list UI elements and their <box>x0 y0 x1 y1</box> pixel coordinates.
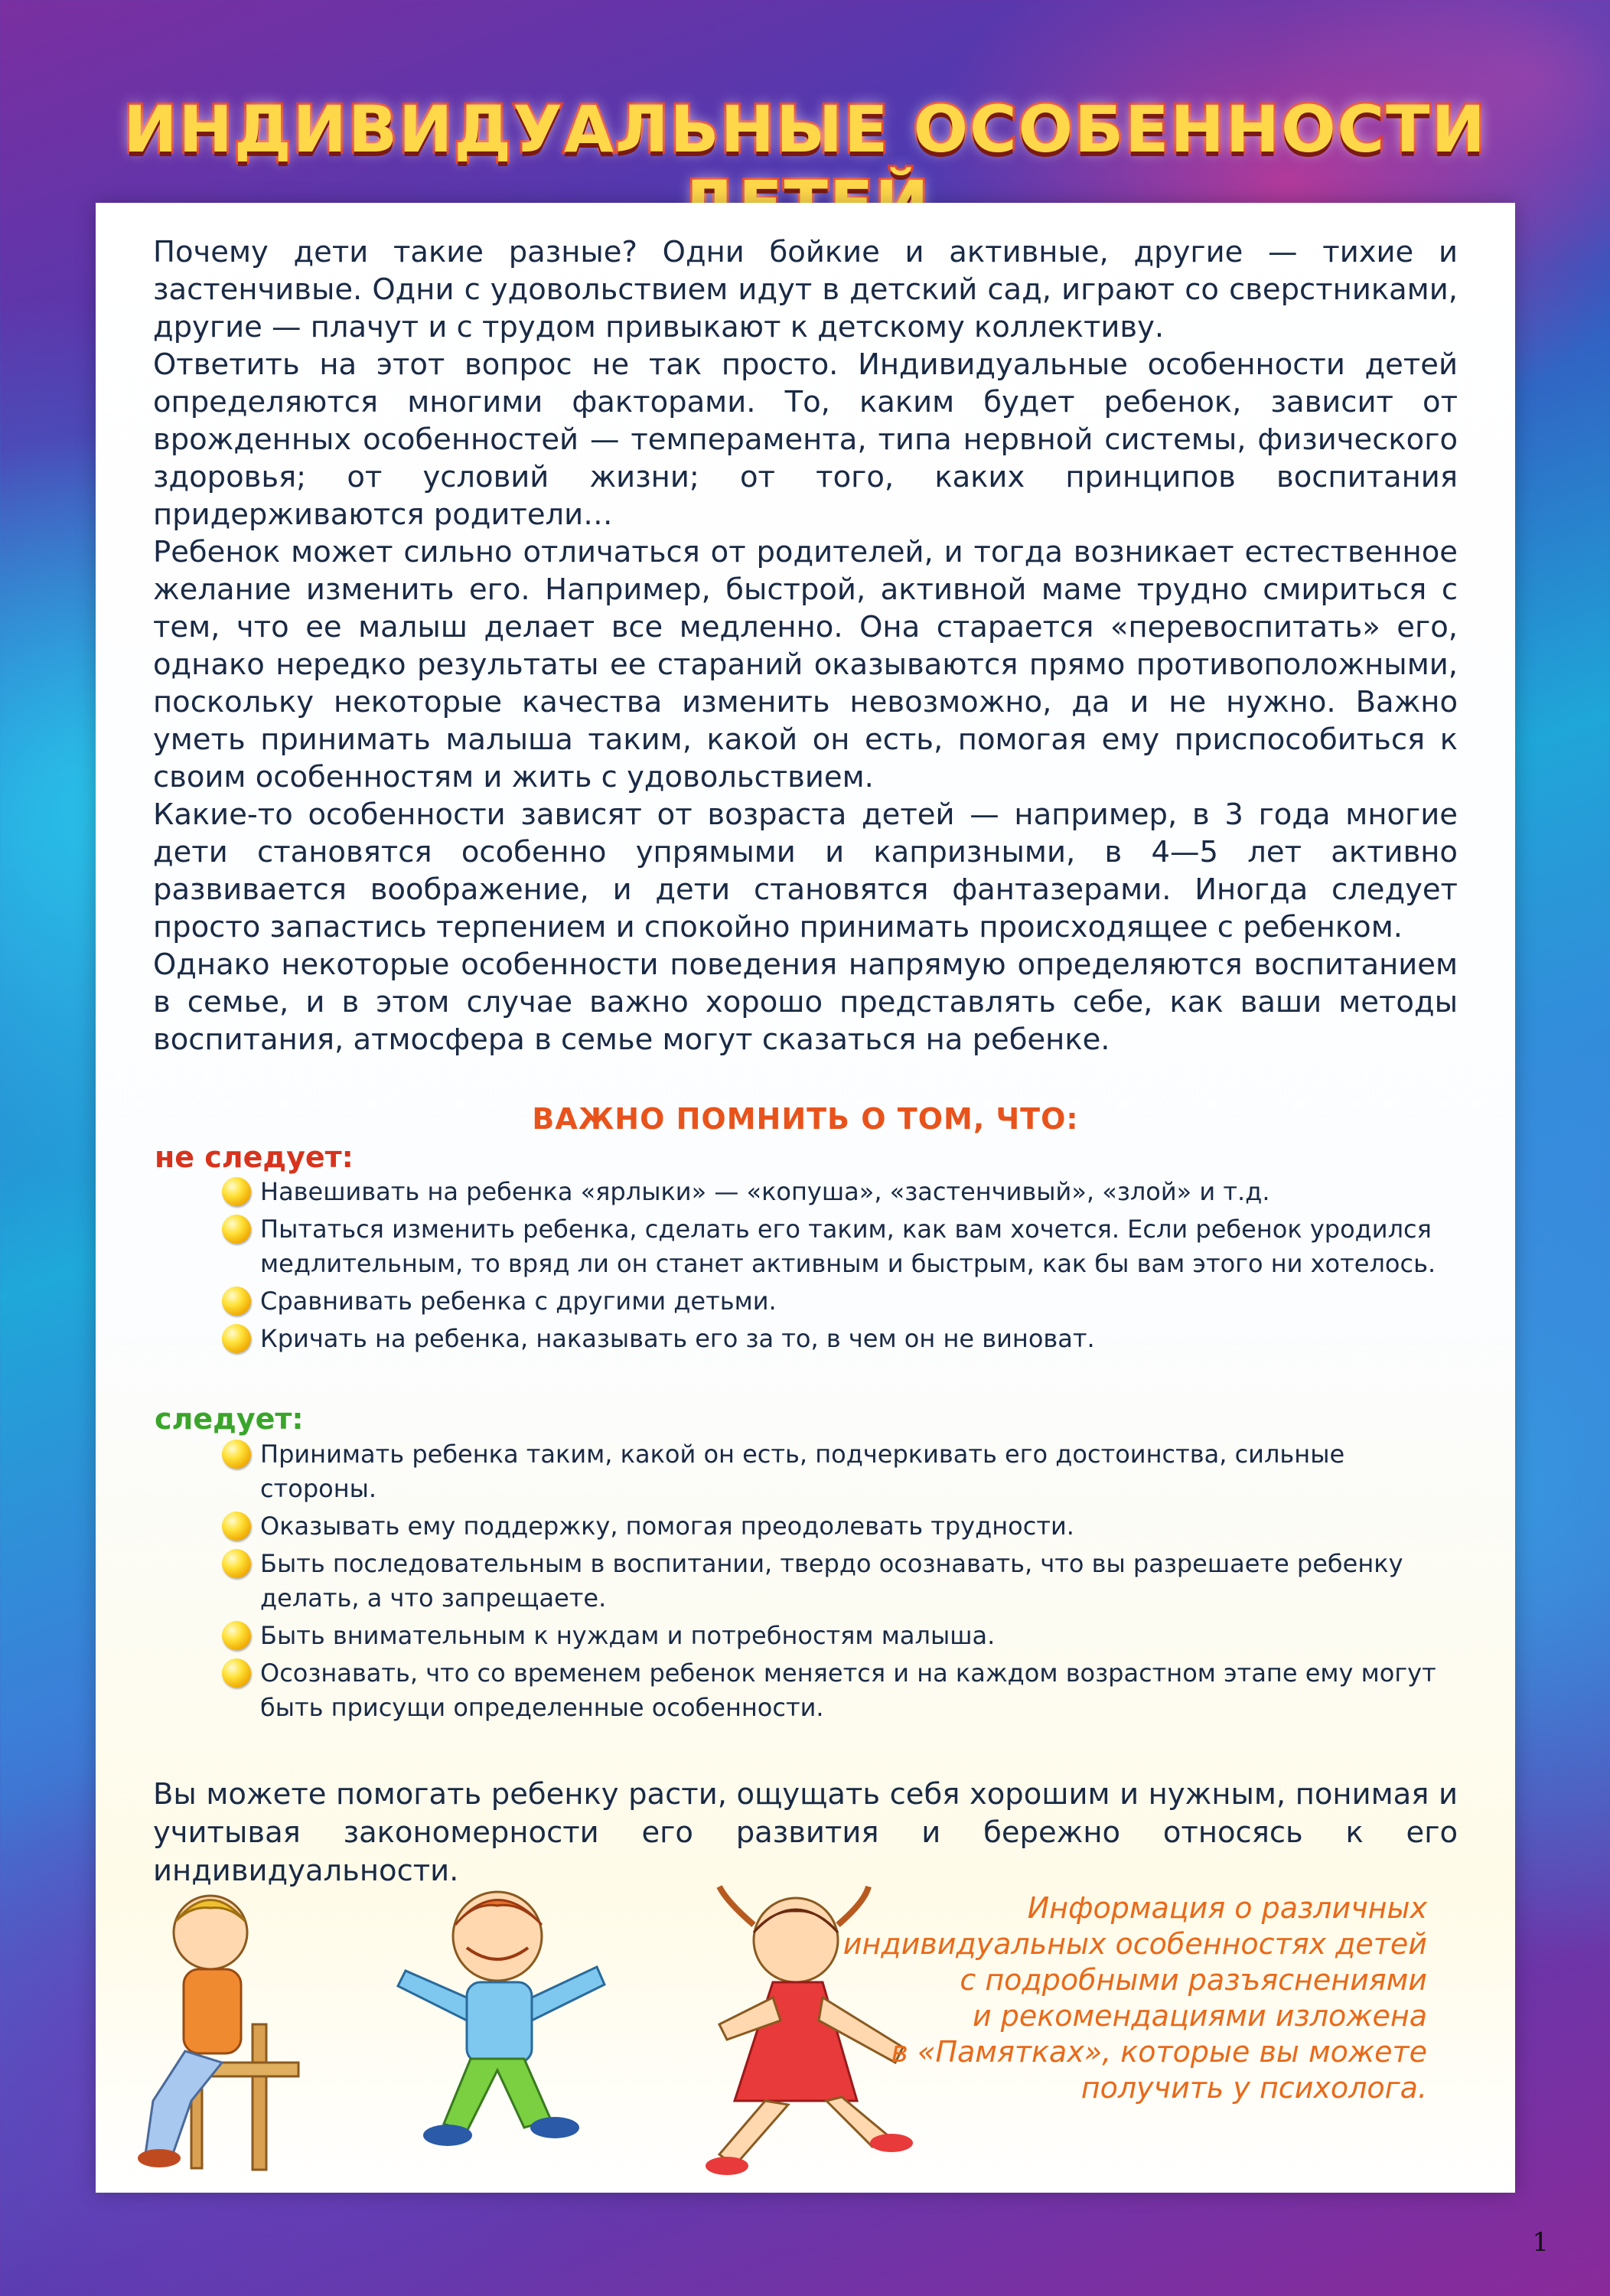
do-label: следует: <box>155 1402 304 1436</box>
info-note <box>769 1890 1427 2106</box>
yellow-ball-icon <box>222 1215 251 1244</box>
list-item-text: Осознавать, что со временем ребенок меняется и на каждом возрастном этапе ему могут быть присущи определенные особенности. <box>260 1658 1436 1722</box>
list-item <box>222 1212 1462 1281</box>
list-item <box>222 1175 1462 1209</box>
yellow-ball-icon <box>222 1621 251 1650</box>
intro-text <box>153 233 1458 1058</box>
list-item <box>222 1284 1462 1319</box>
list-item <box>222 1509 1462 1544</box>
jumping-boy-figure <box>398 1892 605 2146</box>
list-item-text: Кричать на ребенка, наказывать его за то, в чем он не виноват. <box>260 1324 1095 1353</box>
dont-label: не следует: <box>155 1140 354 1174</box>
list-item-text: Быть внимательным к нуждам и потребностям малыша. <box>260 1621 996 1650</box>
important-heading: ВАЖНО ПОМНИТЬ О ТОМ, ЧТО: <box>532 1102 1079 1136</box>
info-line: получить у психолога. <box>1080 2071 1427 2105</box>
list-item <box>222 1619 1462 1653</box>
content-panel <box>96 203 1515 2193</box>
list-item-text: Сравнивать ребенка с другими детьми. <box>260 1287 777 1316</box>
info-line: в «Памятках», которые вы можете <box>891 2035 1427 2069</box>
yellow-ball-icon <box>222 1440 251 1469</box>
yellow-ball-icon <box>222 1177 251 1206</box>
list-item-text: Пытаться изменить ребенка, сделать его таким, как вам хочется. Если ребенок уродился медлительным, то вряд ли он станет активным и быстрым, как бы вам этого ни хотелось. <box>260 1215 1436 1278</box>
list-item-text: Оказывать ему поддержку, помогая преодолевать трудности. <box>260 1512 1074 1541</box>
yellow-ball-icon <box>222 1658 251 1688</box>
page-number: 1 <box>1532 2227 1549 2258</box>
closing-text: Вы можете помогать ребенку расти, ощущать себя хорошим и нужным, понимая и учитывая закономерности его развития и бережно относясь к его индивидуальности. <box>153 1777 1458 1888</box>
list-item <box>222 1547 1462 1616</box>
info-line: и рекомендациями изложена <box>973 1999 1427 2033</box>
do-list <box>222 1437 1462 1728</box>
list-item-text: Навешивать на ребенка «ярлыки» — «копуша», «застенчивый», «злой» и т.д. <box>260 1177 1270 1206</box>
sitting-boy-figure <box>138 1896 298 2170</box>
intro-paragraph: Почему дети такие разные? Одни бойкие и активные, другие — тихие и застенчивые. Одни с удовольствием идут в детский сад, играют со сверстниками, другие — плачут и с трудом привыкают к детскому коллективу. <box>153 235 1458 344</box>
dont-list <box>222 1175 1462 1359</box>
page-title: ИНДИВИДУАЛЬНЫЕ ОСОБЕННОСТИ <box>123 92 1487 167</box>
list-item-text: Быть последовательным в воспитании, твердо осознавать, что вы разрешаете ребенку делать, а что запрещаете. <box>260 1549 1403 1613</box>
yellow-ball-icon <box>222 1287 251 1316</box>
intro-paragraph: Однако некоторые особенности поведения напрямую определяются воспитанием в семье, и в этом случае важно хорошо представлять себе, как ваши методы воспитания, атмосфера в семье могут сказаться на ребенке. <box>153 947 1458 1057</box>
intro-paragraph: Ребенок может сильно отличаться от родителей, и тогда возникает естественное желание изменить его. Например, быстрой, активной маме трудно смириться с тем, что ее малыш делает все медленно. Она старается «перевоспитать» его, однако нередко результаты ее стараний оказываются прямо противоположными, поскольку некоторые качества изменить невозможно, да и не нужно. Важно уметь принимать малыша таким, какой он есть, помогая ему приспособиться к своим особенностям и жить с удовольствием. <box>153 535 1458 794</box>
intro-paragraph: Ответить на этот вопрос не так просто. Индивидуальные особенности детей определяются многими факторами. То, каким будет ребенок, зависит от врожденных особенностей — темперамента, типа нервной системы, физического здоровья; от условий жизни; от того, каких принципов воспитания придерживаются родители… <box>153 347 1458 532</box>
list-item-text: Принимать ребенка таким, какой он есть, подчеркивать его достоинства, сильные стороны. <box>260 1440 1345 1503</box>
yellow-ball-icon <box>222 1512 251 1541</box>
info-line: индивидуальных особенностях детей <box>842 1927 1427 1961</box>
info-line: с подробными разъяснениями <box>960 1963 1427 1997</box>
list-item <box>222 1437 1462 1506</box>
intro-paragraph: Какие-то особенности зависят от возраста детей — например, в 3 года многие дети становятся особенно упрямыми и капризными, в 4—5 лет активно развивается воображение, и дети становятся фантазерами. Иногда следует просто запастись терпением и спокойно принимать происходящее с ребенком. <box>153 797 1458 944</box>
yellow-ball-icon <box>222 1324 251 1353</box>
list-item <box>222 1656 1462 1725</box>
yellow-ball-icon <box>222 1549 251 1578</box>
info-line: Информация о различных <box>1027 1891 1427 1925</box>
list-item <box>222 1322 1462 1356</box>
